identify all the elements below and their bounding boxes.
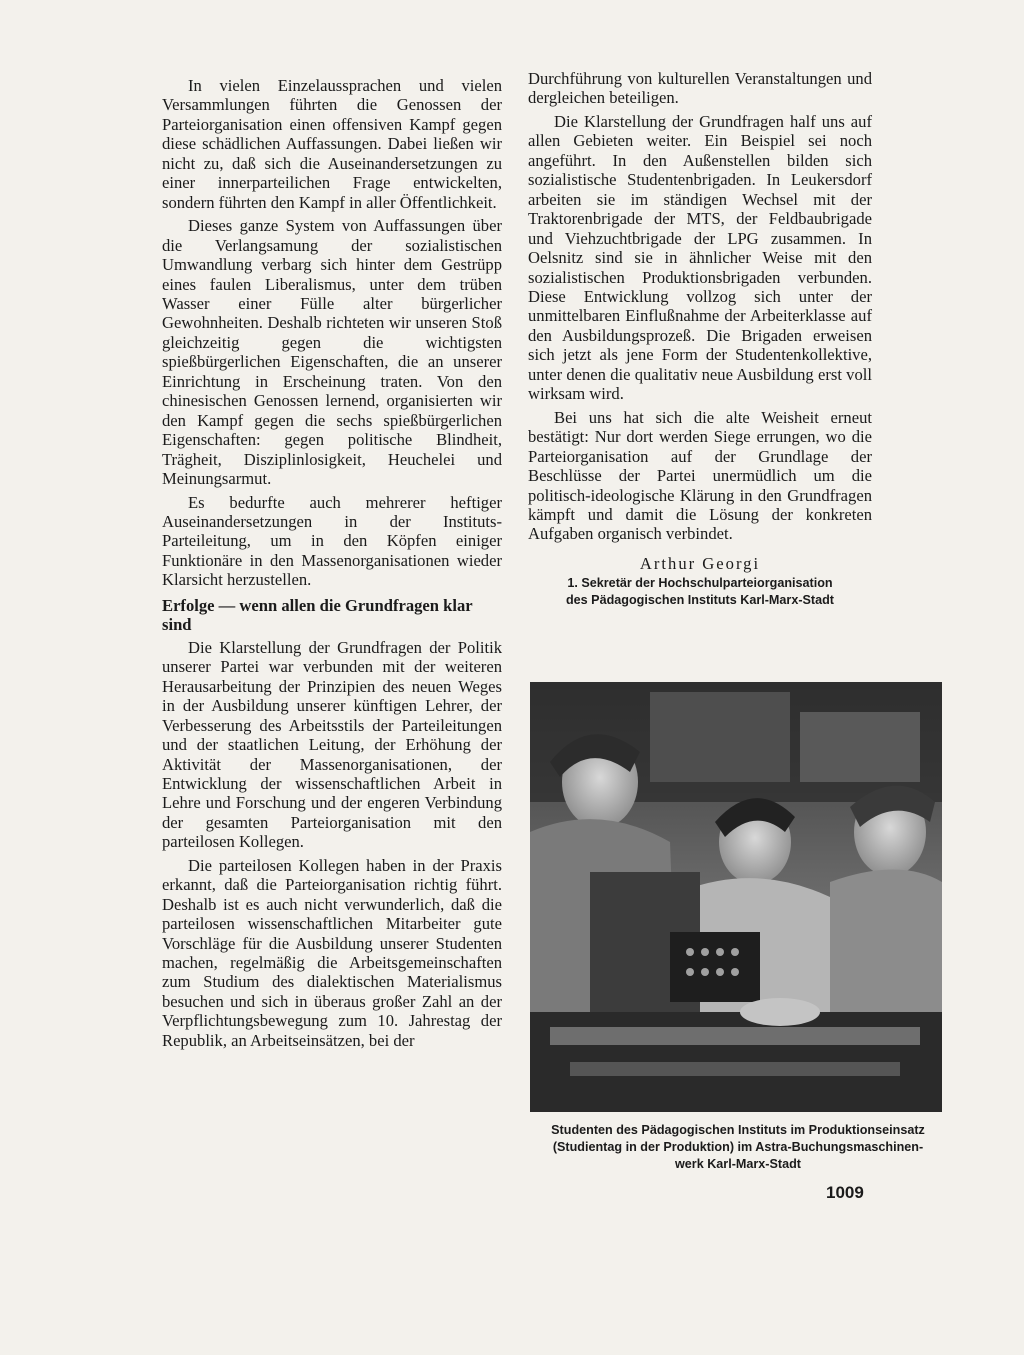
right-column [528,69,872,609]
page-number: 1009 [826,1183,864,1202]
paragraph: In vielen Einzelaussprachen und vielen Versammlungen führten die Genossen der Parteiorganisation einen offensiven Kampf gegen diese schädlichen Auffassungen. Dabei ließen wir nicht zu, daß sich die Auseinandersetzungen zu einer innerparteilichen Frage entwickelten, sondern führten den Kampf in aller Öffentlichkeit. [162,76,502,212]
author-title [528,575,872,609]
paragraph: Die Klarstellung der Grundfragen der Politik unserer Partei war verbunden mit der weiteren Herausarbeitung der Prinzipien des neuen Weges in der Ausbildung unserer künftigen Lehrer, der Verbesserung des Arbeitsstils der Parteileitungen und der staatlichen Leitung, der Erhöhung der Aktivität der Massenorganisationen, der Entwicklung der wissenschaftlichen Arbeit in Lehre und Forschung und der engeren Verbindung der gesamten Parteiorganisation mit den parteilosen Kollegen. [162,637,502,852]
section-heading: Erfolge — wenn allen die Grundfragen klar sind [162,595,473,634]
photo-illustration [530,682,942,1112]
paragraph: Durchführung von kulturellen Veranstaltungen und dergleichen beteiligen. [528,69,872,108]
paragraph: Dieses ganze System von Auffassungen über die Verlangsamung der sozialistischen Umwandlung verbarg sich hinter dem Gestrüpp eines faulen Liberalismus, unter dem trüben Wasser einer Fülle alter bürgerlicher Gewohnheiten. Deshalb richteten wir unseren Stoß gleichzeitig gegen die wichtigsten spießbürgerlichen Eigenschaften, die an unserer Einrichtung in Erscheinung traten. Von den chinesischen Genossen lernend, organisierten wir den Kampf gegen die sechs spießbürgerlichen Eigenschaften: gegen politische Blindheit, Trägheit, Disziplinlosigkeit, Heuchelei und Meinungsarmut. [162,216,502,489]
author-title-line: des Pädagogischen Instituts Karl-Marx-Stadt [565,593,835,608]
left-column [162,76,502,1050]
paragraph: Bei uns hat sich die alte Weisheit erneut bestätigt: Nur dort werden Siege errungen, wo die Parteiorganisation auf der Grundlage der Beschlüsse der Partei unermüdlich um die politisch-ideologische Klärung in den Grundfragen kämpft und damit die Lösung der konkreten Aufgaben organisch verbindet. [528,407,872,544]
paragraph: Es bedurfte auch mehrerer heftiger Auseinandersetzungen in der Instituts-Parteileitung, um in den Köpfen einiger Funktionäre in den Massenorganisationen wieder Klarsicht herzustellen. [162,492,502,590]
paragraph: Die parteilosen Kollegen haben in der Praxis erkannt, daß die Parteiorganisation richtig führt. Deshalb ist es auch nicht verwunderlich, daß die parteilosen wissenschaftlichen Mitarbeiter gute Vorschläge für die Ausbildung unserer Studenten machen, regelmäßig die Arbeitsgemeinschaften zum Studium des dialektischen Materialismus besuchen und sich in überaus großer Zahl an der Verpflichtungsbewegung zum 10. Jahrestag der Republik, an Arbeitseinsätzen, bei der [162,855,502,1050]
paragraph: Die Klarstellung der Grundfragen half uns auf allen Gebieten weiter. Ein Beispiel sei noch angeführt. In den Außenstellen bilden sich sozialistische Studentenbrigaden. In Leukersdorf arbeiten sie im ständigen Wechsel mit der Traktorenbrigade der MTS, der Feldbaubrigade und Viehzuchtbrigade der LPG zusammen. In Oelsnitz sind sie in ähnlicher Weise mit den sozialistischen Produktionsbrigaden verbunden. Diese Entwicklung vollzog sich unter der unmittelbaren Einflußnahme der Arbeiterklasse auf den Ausbildungsprozeß. Die Brigaden erweisen sich jetzt als jene Form der Studentenkollektive, unter denen die qualitativ neue Ausbildung erst voll wirksam wird. [528,111,872,404]
author-title-line: 1. Sekretär der Hochschulparteiorganisation [567,576,833,591]
author-name: Arthur Georgi [639,553,761,573]
caption-line: (Studientag in der Produktion) im Astra-Buchungsmaschinen- [552,1140,924,1154]
caption-line: werk Karl-Marx-Stadt [675,1157,801,1171]
photo-caption [528,1122,948,1173]
photo-students-production [530,682,942,1112]
caption-line: Studenten des Pädagogischen Instituts im Produktionseinsatz [551,1123,925,1137]
